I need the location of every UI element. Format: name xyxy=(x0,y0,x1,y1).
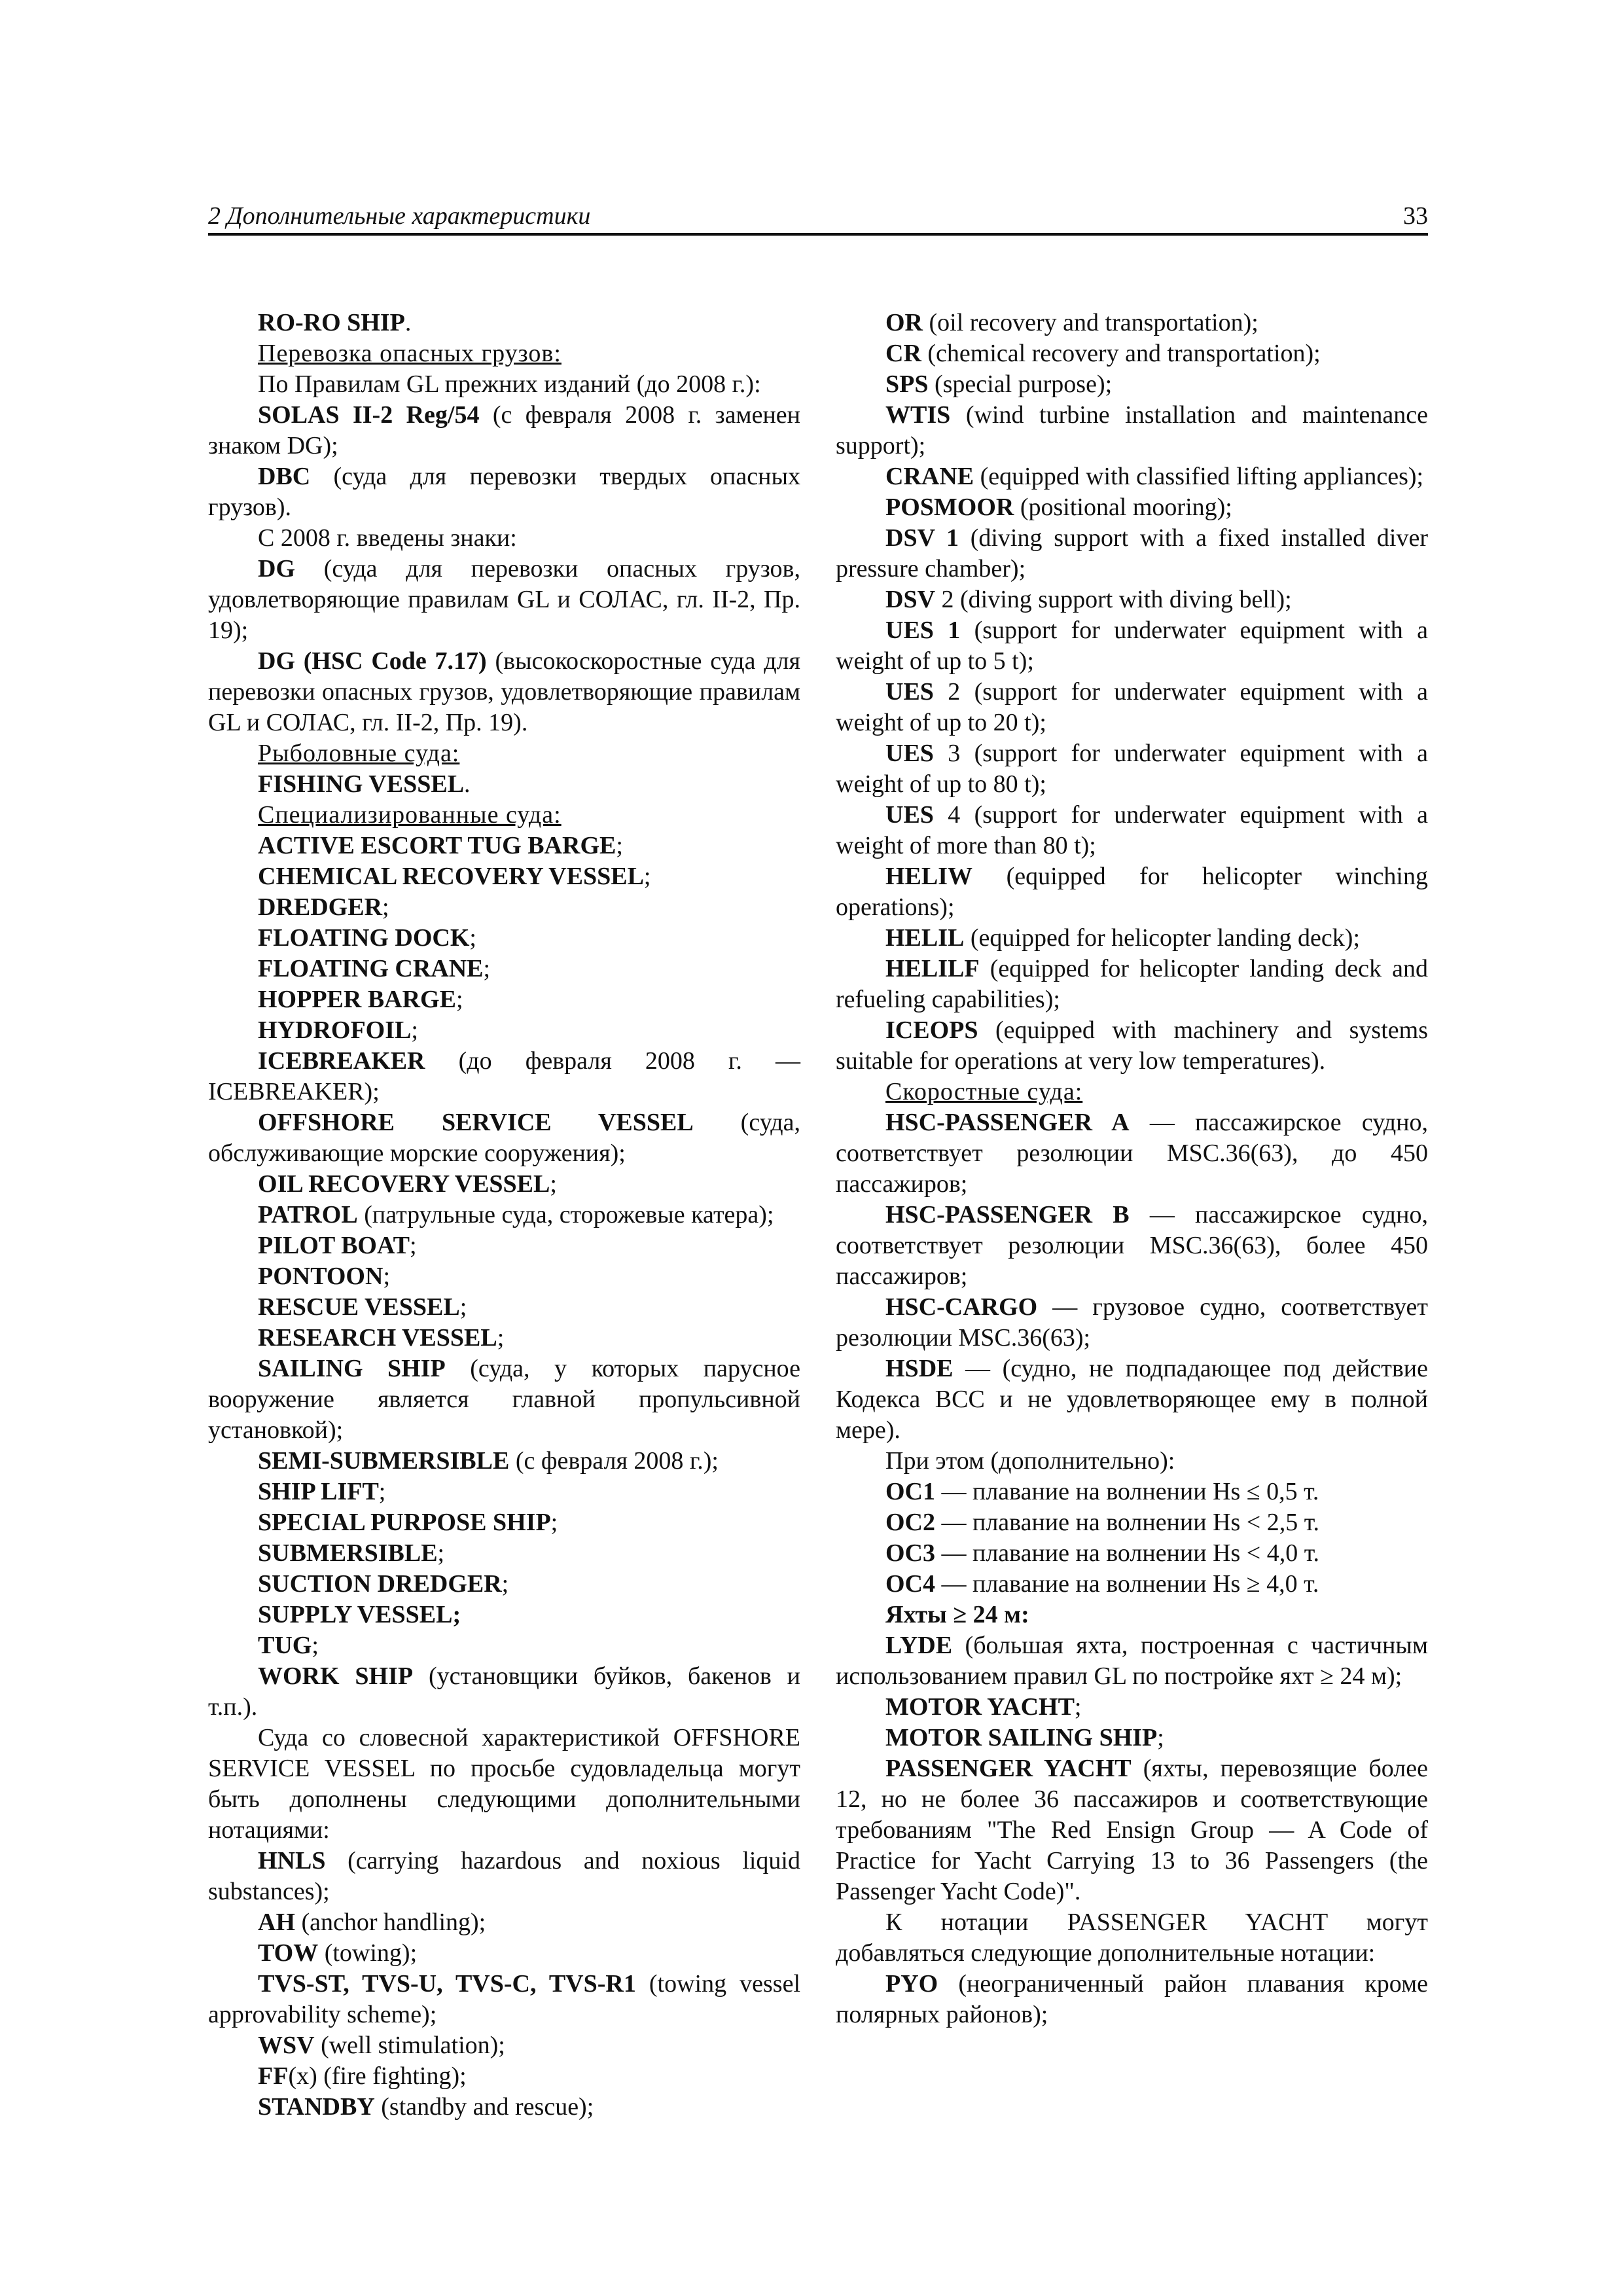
notation-paragraph xyxy=(836,1538,1428,1569)
notation-paragraph xyxy=(208,1600,800,1630)
notation-description: ; xyxy=(501,1570,509,1598)
notation-paragraph xyxy=(208,861,800,892)
notation-paragraph xyxy=(208,1661,800,1723)
notation-paragraph xyxy=(208,461,800,523)
notation-paragraph xyxy=(836,1630,1428,1692)
notation-description: — (судно, не подпадающее под действие Кодекса ВСС и не удовлетворяющее ему в полной мере). xyxy=(836,1355,1428,1444)
notation-term: SEMI-SUBMERSIBLE xyxy=(258,1447,510,1475)
notation-term: ICEBREAKER xyxy=(258,1047,425,1075)
notation-term: RESEARCH VESSEL xyxy=(258,1324,497,1352)
notation-term: HYDROFOIL xyxy=(258,1016,412,1044)
notation-paragraph xyxy=(836,1569,1428,1600)
notation-paragraph xyxy=(208,1446,800,1477)
notation-term: SPS xyxy=(885,370,929,398)
notation-description: (с февраля 2008 г. заменен знаком DG); xyxy=(208,401,800,459)
notation-term: HELILF xyxy=(885,955,980,982)
notation-term: ACTIVE ESCORT TUG BARGE xyxy=(258,832,616,859)
notation-paragraph xyxy=(836,584,1428,615)
notation-description: (патрульные суда, сторожевые катера); xyxy=(357,1201,774,1229)
notation-term: UES xyxy=(885,801,934,829)
notation-paragraph xyxy=(208,1230,800,1261)
notation-term: CR xyxy=(885,340,921,367)
notation-term: HSC-PASSENGER B xyxy=(885,1201,1130,1229)
notation-paragraph xyxy=(208,1569,800,1600)
notation-paragraph xyxy=(208,1292,800,1323)
notation-paragraph xyxy=(208,831,800,861)
notation-paragraph xyxy=(208,1015,800,1046)
notation-paragraph xyxy=(208,1846,800,1907)
notation-paragraph xyxy=(208,308,800,338)
notation-paragraph xyxy=(208,923,800,954)
notation-term: PONTOON xyxy=(258,1263,383,1290)
notation-term: OFFSHORE SERVICE VESSEL xyxy=(258,1109,694,1136)
notation-description: (суда, у которых парусное вооружение является главной пропульсивной установкой); xyxy=(208,1355,800,1444)
notation-term: WORK SHIP xyxy=(258,1662,414,1690)
notation-description: При этом (дополнительно): xyxy=(885,1447,1175,1475)
notation-paragraph xyxy=(208,1969,800,2030)
notation-description: (towing vessel approvability scheme); xyxy=(208,1970,801,2028)
section-heading xyxy=(208,738,800,769)
notation-term: SOLAS II-2 Reg/54 xyxy=(258,401,480,429)
right-column xyxy=(836,308,1428,2030)
notation-term: WSV xyxy=(258,2032,315,2059)
notation-description: (positional mooring); xyxy=(1014,493,1232,521)
notation-term: CHEMICAL RECOVERY VESSEL xyxy=(258,863,644,890)
section-heading-text: Специализированные суда: xyxy=(258,801,562,829)
notation-paragraph xyxy=(836,1292,1428,1354)
notation-description: (установщики буйков, бакенов и т.п.). xyxy=(208,1662,800,1721)
notation-paragraph xyxy=(836,1753,1428,1907)
left-column xyxy=(208,308,800,2123)
notation-description: ; xyxy=(378,1478,386,1505)
notation-paragraph xyxy=(836,738,1428,800)
notation-description: (яхты, перевозящие более 12, но не более 36 пассажиров и соответствующие требованиям "The Red Ensign Group — A Code of Practice for Yacht Carrying 13 to 36 Passengers (the Passenger Yacht Code)". xyxy=(836,1755,1428,1905)
notation-description: ; xyxy=(643,863,651,890)
notation-term: OC4 xyxy=(885,1570,935,1598)
notation-paragraph xyxy=(836,492,1428,523)
notation-paragraph xyxy=(836,923,1428,954)
notation-description: 2 (support for underwater equipment with a weight of up to 20 t); xyxy=(836,678,1428,736)
notation-term: UES xyxy=(885,740,934,767)
notation-paragraph xyxy=(836,369,1428,400)
notation-term: TVS-ST, TVS-U, TVS-C, TVS-R1 xyxy=(258,1970,636,1998)
notation-term: PASSENGER YACHT xyxy=(885,1755,1132,1782)
notation-paragraph xyxy=(208,554,800,646)
notation-term: DBC xyxy=(258,463,311,490)
notation-description: — пассажирское судно, соответствует резолюции MSC.36(63), до 450 пассажиров; xyxy=(836,1109,1428,1198)
notation-description: ; xyxy=(1074,1693,1082,1721)
notation-term: OC1 xyxy=(885,1478,935,1505)
notation-description: ; xyxy=(1157,1724,1164,1751)
notation-term: UES xyxy=(885,678,934,706)
notation-paragraph xyxy=(208,369,800,400)
notation-description: ; xyxy=(497,1324,505,1352)
notation-description: (wind turbine installation and maintenance support); xyxy=(836,401,1428,459)
notation-description: ; xyxy=(469,924,476,952)
notation-term: POSMOOR xyxy=(885,493,1014,521)
notation-paragraph xyxy=(208,1200,800,1230)
notation-description: (суда для перевозки опасных грузов, удовлетворяющие правилам GL и СОЛАС, гл. II-2, Пр. 19); xyxy=(208,555,800,644)
notation-term: DG xyxy=(258,555,295,583)
notation-paragraph xyxy=(208,769,800,800)
notation-paragraph xyxy=(836,1015,1428,1077)
notation-paragraph xyxy=(836,1969,1428,2030)
notation-description: ; xyxy=(459,1293,467,1321)
notation-description: Суда со словесной характеристикой OFFSHORE SERVICE VESSEL по просьбе судовладельца могут быть дополнены следующими дополнительными нотациями: xyxy=(208,1724,800,1844)
notation-description: 4 (support for underwater equipment with a weight of more than 80 t); xyxy=(836,801,1428,859)
notation-description: — плавание на волнении Hs < 4,0 т. xyxy=(935,1539,1319,1567)
section-heading xyxy=(208,338,800,369)
notation-term: HNLS xyxy=(258,1847,326,1874)
notation-paragraph xyxy=(836,800,1428,861)
notation-paragraph xyxy=(836,1723,1428,1753)
notation-paragraph xyxy=(208,2092,800,2123)
notation-paragraph xyxy=(836,954,1428,1015)
notation-description: (неограниченный район плавания кроме полярных районов); xyxy=(836,1970,1428,2028)
notation-description: ; xyxy=(437,1539,445,1567)
section-heading-text: Перевозка опасных грузов: xyxy=(258,340,562,367)
notation-paragraph xyxy=(208,1107,800,1169)
notation-term: STANDBY xyxy=(258,2093,375,2121)
notation-description: (equipped with classified lifting appliances); xyxy=(974,463,1424,490)
notation-paragraph xyxy=(836,861,1428,923)
notation-term: HELIW xyxy=(885,863,973,890)
notation-paragraph xyxy=(208,1046,800,1107)
notation-paragraph xyxy=(208,523,800,554)
notation-paragraph xyxy=(836,523,1428,584)
notation-term: SUCTION DREDGER xyxy=(258,1570,502,1598)
notation-term: HELIL xyxy=(885,924,965,952)
notation-paragraph xyxy=(836,1107,1428,1200)
notation-paragraph xyxy=(208,1477,800,1507)
notation-term: MOTOR YACHT xyxy=(885,1693,1075,1721)
notation-term: ICEOPS xyxy=(885,1016,978,1044)
notation-paragraph xyxy=(208,1323,800,1354)
notation-term: PATROL xyxy=(258,1201,358,1229)
notation-term: SAILING SHIP xyxy=(258,1355,446,1382)
notation-term: UES 1 xyxy=(885,617,961,644)
notation-term: DSV 1 xyxy=(885,524,959,552)
notation-term: LYDE xyxy=(885,1632,953,1659)
section-heading-text: Скоростные суда: xyxy=(885,1078,1083,1105)
notation-paragraph xyxy=(208,1723,800,1846)
notation-description: (equipped for helicopter landing deck and refueling capabilities); xyxy=(836,955,1428,1013)
notation-description: ; xyxy=(455,986,463,1013)
notation-term: PYO xyxy=(885,1970,938,1998)
notation-description: (special purpose); xyxy=(928,370,1113,398)
notation-paragraph xyxy=(208,1261,800,1292)
notation-description: . xyxy=(404,309,412,336)
notation-term: WTIS xyxy=(885,401,951,429)
notation-term: Яхты ≥ 24 м: xyxy=(885,1601,1029,1628)
notation-term: HOPPER BARGE xyxy=(258,986,456,1013)
notation-term: DSV xyxy=(885,586,936,613)
notation-paragraph xyxy=(208,1907,800,1938)
running-title: 2 Дополнительные характеристики xyxy=(208,202,591,230)
notation-description: (support for underwater equipment with a weight of up to 5 t); xyxy=(836,617,1429,675)
notation-description: (diving support with a fixed installed diver pressure chamber); xyxy=(836,524,1428,583)
notation-description: ; xyxy=(550,1170,557,1198)
notation-description: (суда для перевозки твердых опасных грузов). xyxy=(208,463,800,521)
notation-description: (oil recovery and transportation); xyxy=(923,309,1258,336)
notation-paragraph xyxy=(836,677,1428,738)
notation-term: DG (HSC Code 7.17) xyxy=(258,647,487,675)
notation-term: PILOT BOAT xyxy=(258,1232,410,1259)
notation-term: AH xyxy=(258,1909,295,1936)
notation-description: (высокоскоростные суда для перевозки опасных грузов, удовлетворяющие правилам GL и СОЛАС, гл. II-2, Пр. 19). xyxy=(208,647,800,736)
notation-paragraph xyxy=(836,1200,1428,1292)
notation-term: FLOATING DOCK xyxy=(258,924,470,952)
notation-paragraph xyxy=(208,984,800,1015)
notation-term: SHIP LIFT xyxy=(258,1478,379,1505)
notation-term: OC3 xyxy=(885,1539,935,1567)
notation-description: ; xyxy=(550,1509,558,1536)
notation-description: ; xyxy=(411,1016,418,1044)
notation-paragraph xyxy=(208,1630,800,1661)
notation-paragraph xyxy=(208,1507,800,1538)
notation-paragraph xyxy=(208,892,800,923)
notation-paragraph xyxy=(208,954,800,984)
notation-description: По Правилам GL прежних изданий (до 2008 г.): xyxy=(258,370,761,398)
notation-paragraph xyxy=(836,1477,1428,1507)
notation-term: FF xyxy=(258,2062,289,2090)
notation-description: (carrying hazardous and noxious liquid substances); xyxy=(208,1847,800,1905)
notation-description: ; xyxy=(382,893,389,921)
notation-term: SUBMERSIBLE xyxy=(258,1539,438,1567)
notation-description: ; xyxy=(409,1232,417,1259)
notation-paragraph xyxy=(836,308,1428,338)
notation-paragraph xyxy=(836,338,1428,369)
notation-term: HSC-CARGO xyxy=(885,1293,1038,1321)
notation-paragraph xyxy=(836,1354,1428,1446)
notation-description: (equipped for helicopter winching operations); xyxy=(836,863,1428,921)
notation-term: MOTOR SAILING SHIP xyxy=(885,1724,1158,1751)
notation-term: FISHING VESSEL xyxy=(258,770,465,798)
notation-description: ; xyxy=(312,1632,319,1659)
notation-description: ; xyxy=(483,955,491,982)
notation-term: SPECIAL PURPOSE SHIP xyxy=(258,1509,551,1536)
notation-paragraph xyxy=(208,1538,800,1569)
notation-description: — плавание на волнении Hs ≥ 4,0 т. xyxy=(935,1570,1319,1598)
notation-description: (anchor handling); xyxy=(295,1909,486,1936)
notation-description: (с февраля 2008 г.); xyxy=(509,1447,719,1475)
notation-description: (equipped for helicopter landing deck); xyxy=(964,924,1360,952)
notation-term: RESCUE VESSEL xyxy=(258,1293,460,1321)
notation-description: (equipped with machinery and systems suitable for operations at very low temperatures). xyxy=(836,1016,1428,1075)
notation-description: ; xyxy=(616,832,623,859)
notation-description: (well stimulation); xyxy=(314,2032,505,2059)
notation-description: (до февраля 2008 г. — ICEBREAKER); xyxy=(208,1047,800,1105)
notation-term: FLOATING CRANE xyxy=(258,955,484,982)
notation-description: (standby and rescue); xyxy=(374,2093,594,2121)
notation-paragraph xyxy=(836,1600,1428,1630)
section-heading-text: Рыболовные суда: xyxy=(258,740,460,767)
notation-description: (суда, обслуживающие морские сооружения); xyxy=(208,1109,801,1167)
notation-term: CRANE xyxy=(885,463,974,490)
notation-description: 3 (support for underwater equipment with a weight of up to 80 t); xyxy=(836,740,1428,798)
notation-term: OR xyxy=(885,309,923,336)
notation-paragraph xyxy=(836,400,1428,461)
notation-description: ; xyxy=(383,1263,390,1290)
notation-paragraph xyxy=(208,400,800,461)
section-heading xyxy=(836,1077,1428,1107)
notation-paragraph xyxy=(208,646,800,738)
notation-description: (chemical recovery and transportation); xyxy=(921,340,1321,367)
notation-paragraph xyxy=(836,1507,1428,1538)
notation-term: SUPPLY VESSEL; xyxy=(258,1601,461,1628)
notation-paragraph xyxy=(208,2061,800,2092)
notation-term: HSC-PASSENGER A xyxy=(885,1109,1130,1136)
notation-paragraph xyxy=(208,1169,800,1200)
notation-term: OC2 xyxy=(885,1509,935,1536)
notation-description: — грузовое судно, соответствует резолюции MSC.36(63); xyxy=(836,1293,1428,1352)
page-header xyxy=(208,202,1428,236)
notation-paragraph xyxy=(208,1938,800,1969)
notation-paragraph xyxy=(836,1907,1428,1969)
notation-term: HSDE xyxy=(885,1355,954,1382)
notation-paragraph xyxy=(208,1354,800,1446)
notation-description: 2 (diving support with diving bell); xyxy=(935,586,1292,613)
section-heading xyxy=(208,800,800,831)
notation-term: RO-RO SHIP xyxy=(258,309,405,336)
notation-description: . xyxy=(464,770,471,798)
notation-term: TOW xyxy=(258,1939,319,1967)
notation-term: DREDGER xyxy=(258,893,383,921)
notation-description: С 2008 г. введены знаки: xyxy=(258,524,517,552)
notation-paragraph xyxy=(836,1446,1428,1477)
notation-description: — плавание на волнении Hs < 2,5 т. xyxy=(935,1509,1319,1536)
notation-paragraph xyxy=(836,461,1428,492)
notation-term: TUG xyxy=(258,1632,312,1659)
notation-description: К нотации PASSENGER YACHT могут добавляться следующие дополнительные нотации: xyxy=(836,1909,1428,1967)
notation-description: (большая яхта, построенная с частичным использованием правил GL по постройке яхт ≥ 24 м); xyxy=(836,1632,1428,1690)
notation-description: (x) (fire fighting); xyxy=(288,2062,467,2090)
page-number: 33 xyxy=(1403,202,1428,230)
notation-paragraph xyxy=(836,615,1428,677)
notation-paragraph xyxy=(208,2030,800,2061)
notation-description: — плавание на волнении Hs ≤ 0,5 т. xyxy=(935,1478,1319,1505)
notation-description: (towing); xyxy=(318,1939,418,1967)
notation-description: — пассажирское судно, соответствует резолюции MSC.36(63), более 450 пассажиров; xyxy=(836,1201,1428,1290)
notation-paragraph xyxy=(836,1692,1428,1723)
notation-term: OIL RECOVERY VESSEL xyxy=(258,1170,550,1198)
